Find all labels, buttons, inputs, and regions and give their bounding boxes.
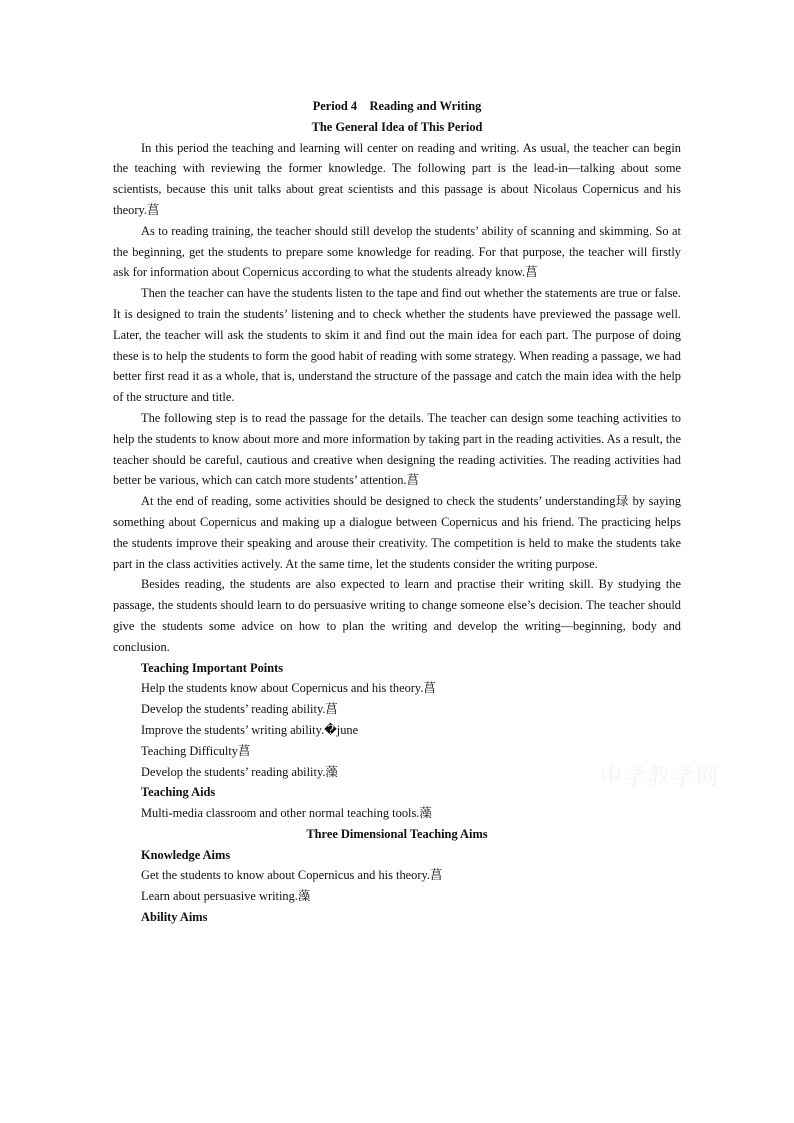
teaching-difficulty-label: Teaching Difficulty菖 — [141, 743, 251, 758]
ability-aims-heading: Ability Aims — [141, 910, 208, 925]
list-item: Multi-media classroom and other normal teaching tools.藻 — [141, 806, 432, 821]
document-subtitle: The General Idea of This Period — [311, 119, 483, 134]
knowledge-aims-heading: Knowledge Aims — [141, 847, 231, 862]
three-dimensional-heading: Three Dimensional Teaching Aims — [306, 826, 488, 841]
paragraph: Besides reading, the students are also expected to learn and practise their writing skill. By studying the passage, the students should learn to do persuasive writing to change someone else’s decision. The teacher should give the students some advice on how to plan the writing and develop the writing—beginning, body and conclusion. — [113, 577, 681, 654]
list-item: Develop the students’ reading ability.藻 — [141, 764, 338, 779]
teaching-aids-heading: Teaching Aids — [141, 785, 216, 800]
list-item: Improve the students’ writing ability.�june — [141, 722, 359, 737]
teaching-important-points-heading: Teaching Important Points — [141, 660, 284, 675]
watermark: 中学教学网 — [600, 765, 721, 790]
document-page — [113, 96, 681, 928]
document-title: Period 4 Reading and Writing — [312, 99, 482, 113]
list-item: Help the students know about Copernicus and his theory.菖 — [141, 681, 436, 696]
paragraph: In this period the teaching and learning will center on reading and writing. As usual, the teacher can begin the teaching with reviewing the former knowledge. The following part is the lead-in—talking about some scientists, because this unit talks about great scientists and this passage is about Nicolaus Copernicus and his theory.菖 — [113, 140, 681, 217]
list-item: Develop the students’ reading ability.菖 — [141, 702, 338, 717]
paragraph: The following step is to read the passage for the details. The teacher can design some teaching activities to help the students to know about more and more information by taking part in the reading activities. As a result, the teacher should be careful, cautious and creative when designing the reading activities. The reading activities had better be various, which can catch more students’ attention.菖 — [113, 410, 681, 488]
paragraph: Then the teacher can have the students listen to the tape and find out whether the statements are true or false. It is designed to train the students’ listening and to check whether the students have previewed the passage well. Later, the teacher will ask the students to skim it and find out the main idea for each part. The purpose of doing these is to help the students to form the good habit of reading with some strategy. When reading a passage, we had better first read it as a whole, that is, understand the structure of the passage and catch the main idea with the help of the structure and title. — [113, 286, 681, 405]
paragraph: At the end of reading, some activities should be designed to check the students’ understanding琭 by saying something about Copernicus and making up a dialogue between Copernicus and his friend. The practicing helps the students improve their speaking and arouse their creativity. The competition is held to make the students take part in the class activities actively. At the same time, let the students consider the writing purpose. — [113, 494, 681, 571]
list-item: Learn about persuasive writing.藻 — [141, 889, 311, 904]
list-item: Get the students to know about Copernicus and his theory.菖 — [141, 868, 443, 883]
paragraph: As to reading training, the teacher should still develop the students’ ability of scanning and skimming. So at the beginning, get the students to prepare some knowledge for reading. For that purpose, the teacher will firstly ask for information about Copernicus according to what the students already know.菖 — [113, 223, 681, 280]
